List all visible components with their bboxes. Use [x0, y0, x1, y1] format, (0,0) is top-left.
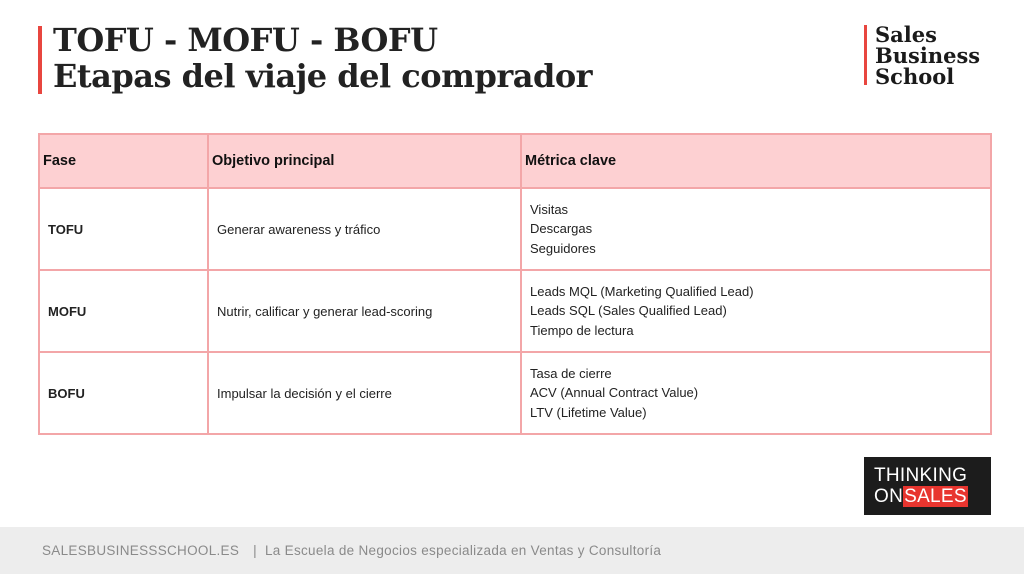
- phase-cell: BOFU: [39, 352, 208, 434]
- sales-business-school-logo: [875, 24, 980, 87]
- footer-site: SALESBUSINESSSCHOOL.ES: [42, 543, 240, 558]
- page-title-line2: Etapas del viaje del comprador: [53, 57, 593, 95]
- metrics-cell: [521, 352, 991, 434]
- metric-item: LTV (Lifetime Value): [530, 404, 647, 420]
- logo-line2: Business: [875, 43, 981, 68]
- logo-line1: Sales: [875, 22, 937, 47]
- metric-item: Tasa de cierre: [530, 365, 612, 381]
- metrics-cell: [521, 270, 991, 352]
- header-objective: Objetivo principal: [208, 134, 521, 188]
- tos-logo-on: ON: [874, 486, 904, 507]
- footer: [0, 527, 1024, 574]
- footer-text: [42, 543, 661, 558]
- page-title: [53, 22, 592, 94]
- table-header-row: [39, 134, 991, 188]
- header-metric: Métrica clave: [521, 134, 991, 188]
- footer-tagline: La Escuela de Negocios especializada en Ventas y Consultoría: [264, 543, 662, 558]
- thinking-on-sales-logo: [864, 457, 991, 515]
- metric-item: Leads MQL (Marketing Qualified Lead): [530, 283, 754, 299]
- header-phase: Fase: [39, 134, 208, 188]
- title-accent-bar: [38, 26, 42, 94]
- metric-item: Descargas: [530, 221, 593, 237]
- tos-logo-sales: SALES: [904, 486, 967, 507]
- tos-logo-line2: [874, 486, 968, 508]
- objective-cell: Nutrir, calificar y generar lead-scoring: [208, 270, 521, 352]
- table-row: [39, 352, 991, 434]
- table-row: [39, 270, 991, 352]
- logo-accent-bar: [864, 25, 867, 85]
- objective-cell: Impulsar la decisión y el cierre: [208, 352, 521, 434]
- logo-line3: School: [875, 64, 955, 89]
- metric-item: Tiempo de lectura: [530, 322, 634, 338]
- metric-item: Seguidores: [530, 240, 596, 256]
- metrics-cell: [521, 188, 991, 270]
- page-title-line1: TOFU - MOFU - BOFU: [53, 21, 438, 59]
- funnel-stages-table: [38, 133, 992, 435]
- objective-cell: Generar awareness y tráfico: [208, 188, 521, 270]
- table-row: [39, 188, 991, 270]
- footer-separator: |: [253, 543, 257, 558]
- metric-item: Leads SQL (Sales Qualified Lead): [530, 303, 727, 319]
- metric-item: ACV (Annual Contract Value): [530, 385, 699, 401]
- tos-logo-line1: THINKING: [874, 465, 968, 486]
- phase-cell: MOFU: [39, 270, 208, 352]
- phase-cell: TOFU: [39, 188, 208, 270]
- metric-item: Visitas: [530, 201, 569, 217]
